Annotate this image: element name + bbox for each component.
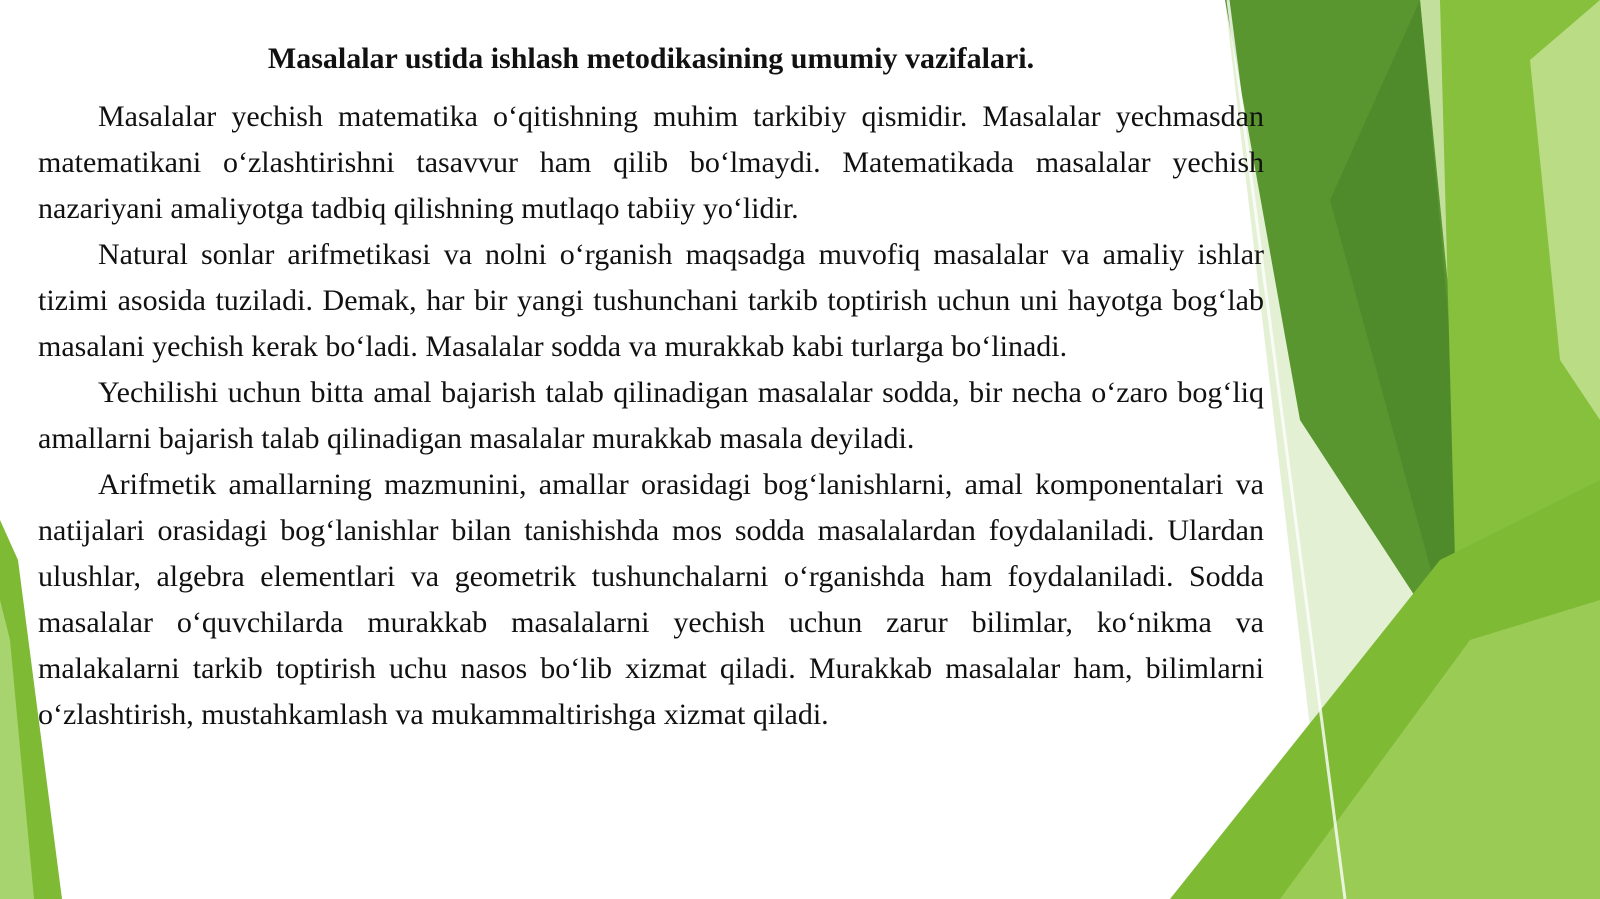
paragraph-1: Masalalar yechish matematika oʻqitishning muhim tarkibiy qismidir. Masalalar yechmasdan matematikani oʻzlashtirishni tasavvur ham qilib boʻlmaydi. Matematikada masalalar yechish nazariyani amaliyotga tadbiq qilishning mutlaqo tabiiy yoʻlidir. <box>38 100 1264 225</box>
paragraph-3: Yechilishi uchun bitta amal bajarish talab qilinadigan masalalar sodda, bir necha oʻzaro bogʻliq amallarni bajarish talab qilinadigan masalalar murakkab masala deyiladi. <box>38 376 1264 455</box>
paragraph-4: Arifmetik amallarning mazmunini, amallar orasidagi bogʻlanishlarni, amal komponentalari va natijalari orasidagi bogʻlanishlar bilan tanishishda mos sodda masalalardan foydalaniladi. Ulardan ulushlar, algebra elementlari va geometrik tushunchalarni oʻrganishda ham foydalaniladi. Sodda masalalar oʻquvchilarda murakkab masalalarni yechish uchun zarur bilimlar, koʻnikma va malakalarni tarkib toptirish uchu nasos boʻlib xizmat qiladi. Murakkab masalalar ham, bilimlarni oʻzlashtirish, mustahkamlash va mukammaltirishga xizmat qiladi. <box>38 468 1264 731</box>
paragraph-2: Natural sonlar arifmetikasi va nolni oʻrganish maqsadga muvofiq masalalar va amaliy ishlar tizimi asosida tuziladi. Demak, har bir yangi tushunchani tarkib toptirish uchun uni hayotga bogʻlab masalani yechish kerak boʻladi. Masalalar sodda va murakkab kabi turlarga boʻlinadi. <box>38 238 1264 363</box>
slide-title: Masalalar ustida ishlash metodikasining umumiy vazifalari. <box>267 42 1035 75</box>
slide-text-area <box>38 36 1264 738</box>
